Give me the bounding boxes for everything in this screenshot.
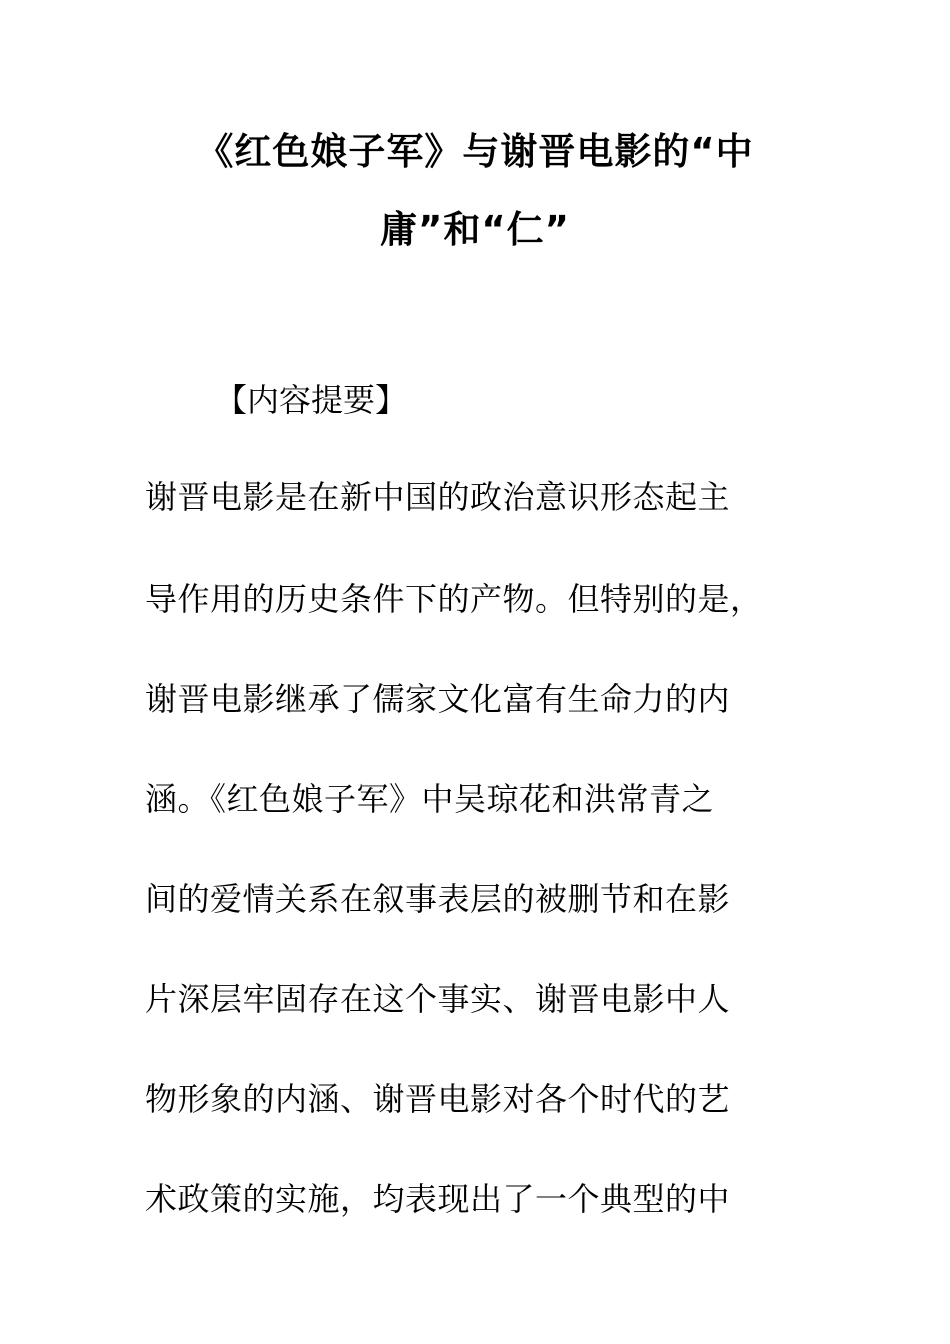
body-line-5: 间的爱情关系在叙事表层的被删节和在影 (145, 880, 731, 918)
body-line-1: 谢晋电影是在新中国的政治意识形态起主 (145, 478, 731, 516)
body-line-6: 片深层牢固存在这个事实、谢晋电影中人 (145, 980, 731, 1018)
document-title-line-1: 《红色娘子军》与谢晋电影的“中 (196, 130, 754, 173)
document-title-line-2: 庸”和“仁” (380, 208, 570, 251)
body-line-7: 物形象的内涵、谢晋电影对各个时代的艺 (145, 1080, 731, 1118)
body-line-4: 涵。《红色娘子军》中吴琼花和洪常青之 (145, 780, 715, 818)
abstract-heading: 【内容提要】 (215, 381, 408, 419)
body-line-2: 导作用的历史条件下的产物。但特别的是， (145, 580, 763, 618)
body-line-8: 术政策的实施，均表现出了一个典型的中 (145, 1180, 731, 1218)
body-line-3: 谢晋电影继承了儒家文化富有生命力的内 (145, 680, 731, 718)
